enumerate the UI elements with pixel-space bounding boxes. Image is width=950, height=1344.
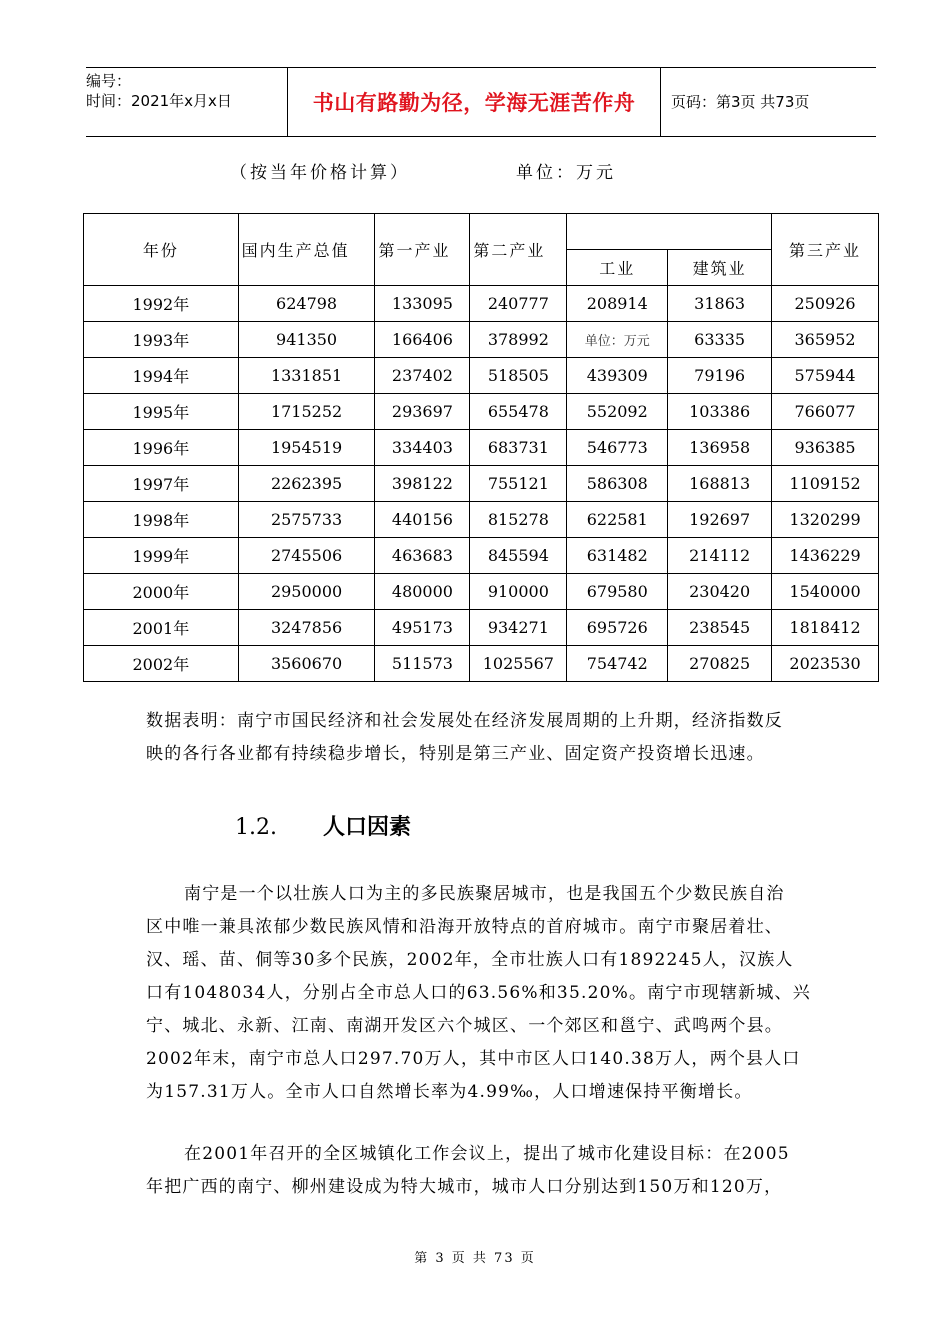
header-gdp: 国内生产总值 xyxy=(238,214,375,286)
cell-industry: 586308 xyxy=(567,466,668,502)
text-line: 为157.31万人。全市人口自然增长率为4.99‰，人口增速保持平衡增长。 xyxy=(146,1082,753,1102)
motto: 书山有路勤为径，学海无涯苦作舟 xyxy=(312,91,636,115)
cell-construction: 168813 xyxy=(668,466,772,502)
gdp-table xyxy=(83,213,879,682)
cell-industry: 695726 xyxy=(567,610,668,646)
cell-tertiary: 250926 xyxy=(772,286,879,322)
header-secondary: 第二产业 xyxy=(470,214,567,286)
cell-industry xyxy=(567,322,668,358)
cell-year: 2001年 xyxy=(84,610,239,646)
table-row xyxy=(84,502,879,538)
cell-gdp: 1954519 xyxy=(238,430,375,466)
cell-industry: 439309 xyxy=(567,358,668,394)
text-line: 在2001年召开的全区城镇化工作会议上，提出了城市化建设目标：在2005 xyxy=(184,1144,790,1164)
header-primary: 第一产业 xyxy=(375,214,470,286)
cell-construction: 31863 xyxy=(668,286,772,322)
section-title: 人口因素 xyxy=(323,814,412,840)
cell-primary: 495173 xyxy=(375,610,470,646)
cell-industry: 631482 xyxy=(567,538,668,574)
cell-gdp: 2745506 xyxy=(238,538,375,574)
cell-secondary: 1025567 xyxy=(470,646,567,682)
table-row xyxy=(84,394,879,430)
table-row xyxy=(84,574,879,610)
cell-tertiary: 1320299 xyxy=(772,502,879,538)
text-line: 2002年末，南宁市总人口297.70万人，其中市区人口140.38万人，两个县人口 xyxy=(146,1049,801,1069)
cell-construction: 103386 xyxy=(668,394,772,430)
cell-gdp: 2575733 xyxy=(238,502,375,538)
text-line: 宁、城北、永新、江南、南湖开发区六个城区、一个郊区和邕宁、武鸣两个县。 xyxy=(146,1016,783,1036)
table-unit: 单位：万元 xyxy=(516,163,616,183)
cell-year: 1993年 xyxy=(84,322,239,358)
cell-primary: 133095 xyxy=(375,286,470,322)
cell-secondary: 518505 xyxy=(470,358,567,394)
header-page-cell xyxy=(661,68,876,136)
cell-year: 1999年 xyxy=(84,538,239,574)
cell-construction: 136958 xyxy=(668,430,772,466)
cell-secondary: 815278 xyxy=(470,502,567,538)
cell-secondary: 683731 xyxy=(470,430,567,466)
cell-tertiary: 2023530 xyxy=(772,646,879,682)
header-motto-cell xyxy=(287,68,661,136)
cell-gdp: 3560670 xyxy=(238,646,375,682)
table-body xyxy=(84,286,879,682)
unit-overlay-note: 单位：万元 xyxy=(584,334,650,349)
cell-industry: 622581 xyxy=(567,502,668,538)
cell-industry: 679580 xyxy=(567,574,668,610)
time-label: 时间：2021年x月x日 xyxy=(86,92,232,110)
cell-primary: 398122 xyxy=(375,466,470,502)
table-row xyxy=(84,322,879,358)
text-line: 口有1048034人，分别占全市总人口的63.56%和35.20%。南宁市现辖新城、兴 xyxy=(146,983,811,1003)
table-row xyxy=(84,538,879,574)
cell-year: 1996年 xyxy=(84,430,239,466)
cell-gdp: 1331851 xyxy=(238,358,375,394)
table-basis: （按当年价格计算） xyxy=(230,163,410,183)
text-line: 年把广西的南宁、柳州建设成为特大城市，城市人口分别达到150万和120万， xyxy=(146,1177,783,1197)
cell-year: 1994年 xyxy=(84,358,239,394)
header-secondary-breakdown xyxy=(567,214,772,250)
header-industry: 工业 xyxy=(567,250,668,286)
cell-gdp: 2262395 xyxy=(238,466,375,502)
cell-construction: 238545 xyxy=(668,610,772,646)
cell-tertiary: 1436229 xyxy=(772,538,879,574)
cell-primary: 440156 xyxy=(375,502,470,538)
cell-secondary: 845594 xyxy=(470,538,567,574)
data-note-line: 数据表明：南宁市国民经济和社会发展处在经济发展周期的上升期，经济指数反 xyxy=(146,711,783,731)
cell-construction: 214112 xyxy=(668,538,772,574)
table-row xyxy=(84,466,879,502)
page-header xyxy=(86,67,876,137)
cell-secondary: 655478 xyxy=(470,394,567,430)
cell-industry: 208914 xyxy=(567,286,668,322)
cell-construction: 192697 xyxy=(668,502,772,538)
paragraph-population xyxy=(146,878,836,1109)
cell-construction: 79196 xyxy=(668,358,772,394)
cell-primary: 293697 xyxy=(375,394,470,430)
cell-secondary: 910000 xyxy=(470,574,567,610)
cell-primary: 463683 xyxy=(375,538,470,574)
header-meta xyxy=(86,68,286,136)
cell-gdp: 941350 xyxy=(238,322,375,358)
cell-year: 2000年 xyxy=(84,574,239,610)
cell-industry: 546773 xyxy=(567,430,668,466)
cell-construction: 270825 xyxy=(668,646,772,682)
cell-tertiary: 936385 xyxy=(772,430,879,466)
cell-industry: 754742 xyxy=(567,646,668,682)
cell-primary: 511573 xyxy=(375,646,470,682)
section-heading xyxy=(235,810,411,841)
section-number: 1.2. xyxy=(235,815,277,840)
text-line: 区中唯一兼具浓郁少数民族风情和沿海开放特点的首府城市。南宁市聚居着壮、 xyxy=(146,917,783,937)
table-row xyxy=(84,358,879,394)
header-year: 年份 xyxy=(84,214,239,286)
header-construction: 建筑业 xyxy=(668,250,772,286)
cell-year: 1998年 xyxy=(84,502,239,538)
cell-secondary: 378992 xyxy=(470,322,567,358)
page-footer: 第 3 页 共 73 页 xyxy=(414,1251,536,1266)
table-row xyxy=(84,286,879,322)
cell-gdp: 2950000 xyxy=(238,574,375,610)
cell-primary: 237402 xyxy=(375,358,470,394)
cell-tertiary: 1109152 xyxy=(772,466,879,502)
data-note-line: 映的各行各业都有持续稳步增长，特别是第三产业、固定资产投资增长迅速。 xyxy=(146,744,765,764)
text-line: 汉、瑶、苗、侗等30多个民族，2002年，全市壮族人口有1892245人，汉族人 xyxy=(146,950,794,970)
text-line: 南宁是一个以壮族人口为主的多民族聚居城市，也是我国五个少数民族自治 xyxy=(184,884,785,904)
cell-primary: 166406 xyxy=(375,322,470,358)
header-tertiary: 第三产业 xyxy=(772,214,879,286)
table-row xyxy=(84,646,879,682)
cell-primary: 334403 xyxy=(375,430,470,466)
cell-construction: 63335 xyxy=(668,322,772,358)
data-note xyxy=(146,705,836,771)
cell-year: 1995年 xyxy=(84,394,239,430)
cell-tertiary: 575944 xyxy=(772,358,879,394)
cell-gdp: 624798 xyxy=(238,286,375,322)
cell-tertiary: 1540000 xyxy=(772,574,879,610)
serial-label: 编号： xyxy=(86,72,132,90)
cell-construction: 230420 xyxy=(668,574,772,610)
cell-year: 2002年 xyxy=(84,646,239,682)
table-row xyxy=(84,610,879,646)
cell-tertiary: 365952 xyxy=(772,322,879,358)
table-row xyxy=(84,430,879,466)
paragraph-urbanization xyxy=(146,1138,836,1204)
cell-secondary: 240777 xyxy=(470,286,567,322)
cell-year: 1992年 xyxy=(84,286,239,322)
cell-secondary: 934271 xyxy=(470,610,567,646)
cell-industry: 552092 xyxy=(567,394,668,430)
cell-secondary: 755121 xyxy=(470,466,567,502)
cell-gdp: 3247856 xyxy=(238,610,375,646)
page-info: 页码：第3页 共73页 xyxy=(671,93,810,111)
cell-year: 1997年 xyxy=(84,466,239,502)
cell-gdp: 1715252 xyxy=(238,394,375,430)
cell-primary: 480000 xyxy=(375,574,470,610)
cell-tertiary: 766077 xyxy=(772,394,879,430)
cell-tertiary: 1818412 xyxy=(772,610,879,646)
